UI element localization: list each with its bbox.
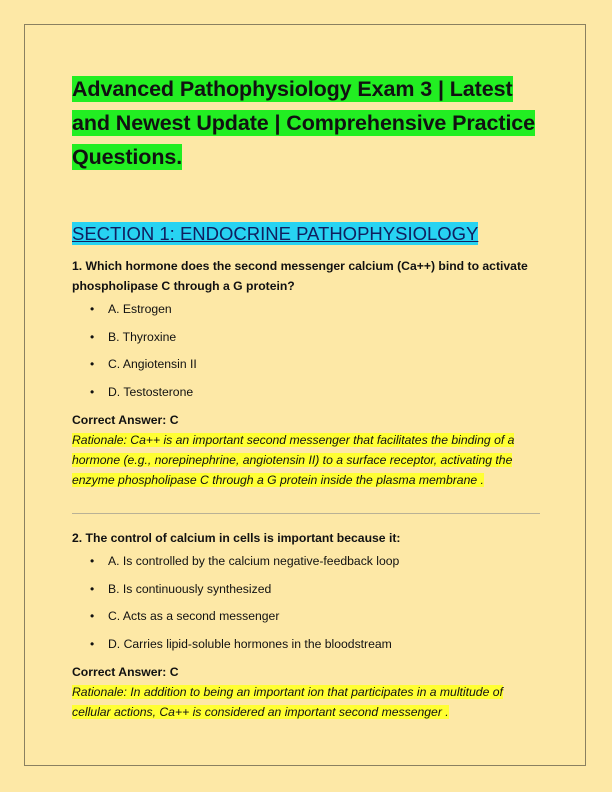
option-item [72,609,542,623]
option-label: A. Estrogen [108,302,172,316]
option-item [72,637,542,651]
bullet-icon: • [90,636,95,651]
correct-answer: Correct Answer: C [72,413,179,427]
option-label: A. Is controlled by the calcium negative-feedback loop [108,554,400,568]
question-block-1 [72,256,542,490]
bullet-icon: • [90,609,95,623]
rationale-text: Rationale: In addition to being an important ion that participates in a multitude of cellular actions, Ca++ is considered an important second messenger . [72,685,503,719]
document-title [72,72,542,174]
question-text: 1. Which hormone does the second messenger calcium (Ca++) bind to activate phospholipase C through a G protein? [72,259,528,293]
bullet-icon: • [90,384,95,399]
question-text: 2. The control of calcium in cells is important because it: [72,531,401,545]
option-label: B. Is continuously synthesized [108,581,272,596]
option-item [72,302,542,316]
section-heading-text: SECTION 1: ENDOCRINE PATHOPHYSIOLOGY [72,223,479,244]
option-item [72,582,542,596]
question-divider [72,513,540,514]
rationale [72,430,542,490]
option-item [72,330,542,344]
option-list [72,554,542,651]
option-label: D. Carries lipid-soluble hormones in the bloodstream [108,636,392,651]
document-body [72,72,542,722]
option-item [72,385,542,399]
rationale [72,682,542,722]
correct-answer: Correct Answer: C [72,665,179,679]
section-heading [72,220,542,248]
option-item [72,357,542,371]
rationale-text: Rationale: Ca++ is an important second messenger that facilitates the binding of a hormone (e.g., norepinephrine, angiotensin II) to a surface receptor, activating the enzyme phospholipase C through a G protein inside the plasma membrane . [72,433,515,487]
option-label: C. Angiotensin II [108,357,197,371]
option-label: D. Testosterone [108,384,194,399]
option-item [72,554,542,568]
option-list [72,302,542,399]
bullet-icon: • [90,581,95,596]
document-title-text: Advanced Pathophysiology Exam 3 | Latest and Newest Update | Comprehensive Practice Questions. [72,77,536,169]
option-label: B. Thyroxine [108,329,177,344]
bullet-icon: • [90,357,95,371]
option-label: C. Acts as a second messenger [108,609,280,623]
bullet-icon: • [90,329,95,344]
question-block-2 [72,528,542,722]
bullet-icon: • [90,302,95,316]
bullet-icon: • [90,554,95,568]
